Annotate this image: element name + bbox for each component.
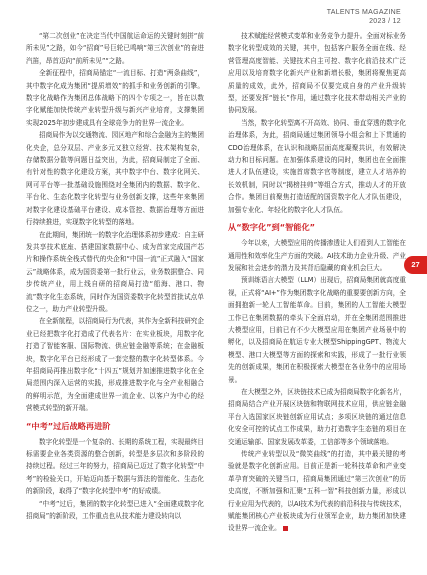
paragraph-text: 传统产业转型以及“微笑曲线”的打造，其中最关键的考验就是数字化创新应用。目前正是新一轮科技革命和产业变革孕育突破的关键当口，招商局集团通过“第三次创业”的历史高度，不断加强和汇聚“五科一智”科技创新力量，形成以行业应用为代表的，以AI技术为代表的前沿科技与传统技术，赋能集团核心产业板块成为行业领军企业，助力集团加快建设世界一流企业。 [228,450,406,533]
paragraph: “第二次创业”在决定当代中国航运命运的关键时刻拼“前所未见”之路，如今“招商”号巨轮已鸣响“第三次创业”的奋进汽笛，昂首迈向“前所未见”“之路。 [26,32,204,65]
magazine-name: TALENTS MAGAZINE [326,9,401,16]
paragraph: 当然，数字化转型离不开高效、协同、垂直穿透的数字化治理体系，为此，招商局通过集团领导小组会和上下贯通的CDO治理体系，在认识和战略层面高度凝聚共识，有效解决动力和目标问题。在加强体系建设的同时，集团也在全面推进人才队伍建设，实施首席数字官等制度，建立人才培养的长效机制，同时以“揭榜挂帅”等组合方式，推动人才的开放合作。集团目前聚焦打造适配的国资数字化人才队伍建设，加强专业化、年轻化的数字化人才队伍。 [228,118,406,214]
paragraph: 在大模型之外，区块链技术已成为招商局数字化新名片，招商局结合产业开展区块链和物联网技术应用，供应链金融平台入选国家区块链创新应用试点；多项区块链的通过信息化安全可控的试点工作成果，助力打造数字生态链的项目在交通运输部、国家发展改革委，工信部等多个领域落地。 [228,387,406,446]
right-column [228,30,406,535]
paragraph: 今年以来，大模型应用的传播渗透让人们看到人工智能在通用性和效率化生产方面的突破。AI技术助力企业升级、产业发展和社会进步的潜力及其背后隐藏的商业机会巨大。 [228,239,406,272]
end-mark-icon [283,526,288,531]
paragraph: “中考”过后，集团的数字化转型已进入“全面建成数字化招商局”的新阶段，工作重点也从技术能力建设转向以 [26,499,204,521]
section-heading: 从“数字化”到“智能化” [228,222,316,233]
paragraph: 技术赋能经营模式变革和业务竞争力提升。全面对标业务数字化转型成效的关键，其中，包括客户服务全面在线、经营管理高度智能、关键技术自主可控、数字化前沿技术广泛应用以及培育数字化新兴产业和新增长极，集团将聚焦更高质量的成效，此外，招商局不仅要完成自身的产业升级转型，还要发挥“链长”作用，通过数字化技术带动相关产业的协同发展。 [228,32,406,115]
issue-date: 2023 / 12 [369,18,401,25]
paragraph: 预训练语言大模型（LLM）出现后，招商局集团就高度重视，正式将“AI+”作为集团数字化战略的重要要创新方向，全面拥抱新一轮人工智能革命。目前，集团的人工智能大模型工作已在集团数据的牵头下全面启动，并在全集团范围推进大模型应用，目前已有不少大模型应用在集团产业场景中的孵化，以及招商局在航运专业大模型ShippingGPT、物流大模型、港口大模型等方面的探索和实践，形成了一批行业领先的创新成果，集团在积极探索大模型在各业务中的应用场景。 [228,276,406,384]
paragraph: 招商局作为以交通物流、园区地产和综合金融为主的集团化央企，总分双层、产业多元又独立经营、技术架构复杂，存储数据分散等问题日益突出，为此，招商局制定了全面、有针对性的数字化建设方案，其中数字中台、数字化网关、网可平台等一批基础设施围绕对全集团内的数据、数字化、平台化、生态化数字化转型与业务创新支撑，这些年来集团对数字化建设基础平台建设、成本管控、数据治理等方面进行持续推进，实现数字化转型的落地。 [26,131,204,227]
page-number-tab: 27 [404,256,427,274]
paragraph: 在此期间，集团统一的数字化治理体系初步建成：自主研发共享技术底座、搭建国家数据中心、成为首家完成国产芯片和操作系统全栈式替代的央企和“中国一流”正式融入“国家云”战略体系，成为国资委第一批行业云，业务数据整合、同步传统产业，用上线自研的招商局打造“船海、港口、物流”数字化生态系统，同时作为国资委数字化转型首批试点单位之一，助力产业转型升级。 [26,230,204,313]
paragraph: 在全新航程，以招商局行为代表，其作为全新科技研究企业已经把数字化打造成了代表名片：在实业板块，用数字化打造了智能客服、国际物流、供应链金融等系统；在金融板块，数字化平台已经形成了一套完整的数字化转型体系。今年招商局再推出数字化“十四五”规划并加速推进数字化在全局范围内深入运营的实践，形成推进数字化与全产业相融合的鲜明示范，为全面建成世界一流企业、以客户为中心的经营模式转型的新开端。 [26,317,204,413]
masthead [327,8,401,26]
paragraph: 全新征程中，招商局锚定“一流目标、打造“两条曲线”，其中数字化成为集团“提质增效”的抓手和业务创新的引擎。数字化战略作为集团总体战略下的四个专项之一，旨在以数字化赋能加快传统产业转型升级与新兴产业培育，支撑集团实现2025年初步建成具有全球竞争力的世界一流企业。 [26,69,204,127]
section-heading: “中考”过后战略再进阶 [26,420,111,431]
paragraph: 数字化转型是一个复杂的、长期的系统工程，实现最终目标需要企业各类资源的整合创新，转型是多层次和多阶段的持续过程。经过三年的努力，招商局已迈过了数字化转型“中考”的检验关口，开始迈向基于数据与算法的智能化、生态化的新阶段，取得了“数字化转型中考”的好成绩。 [26,437,204,496]
left-column [26,30,204,522]
paragraph-last [228,448,406,535]
